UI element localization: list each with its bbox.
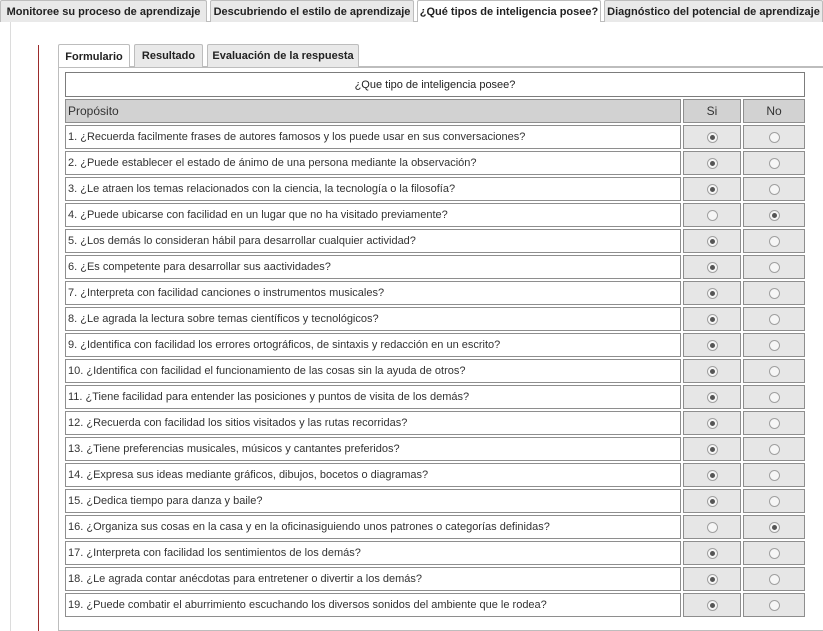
radio-si[interactable] [707, 340, 718, 351]
header-proposito: Propósito [65, 99, 681, 123]
radio-no[interactable] [769, 236, 780, 247]
answer-si-cell [683, 567, 741, 591]
answer-no-cell [743, 463, 805, 487]
answer-no-cell [743, 593, 805, 617]
tab-formulario[interactable]: Formulario [58, 44, 130, 68]
tab-resultado[interactable]: Resultado [134, 44, 203, 67]
radio-no[interactable] [769, 340, 780, 351]
radio-no[interactable] [769, 366, 780, 377]
answer-no-cell [743, 255, 805, 279]
answer-no-cell [743, 541, 805, 565]
radio-no[interactable] [769, 470, 780, 481]
question-text: 17. ¿Interpreta con facilidad los sentimientos de los demás? [65, 541, 681, 565]
radio-no[interactable] [769, 262, 780, 273]
answer-si-cell [683, 359, 741, 383]
question-text: 9. ¿Identifica con facilidad los errores ortográficos, de sintaxis y redacción en un escrito? [65, 333, 681, 357]
top-tab-bar [0, 0, 823, 22]
radio-si[interactable] [707, 496, 718, 507]
tab-diagnostico[interactable]: Diagnóstico del potencial de aprendizaje [604, 0, 823, 22]
answer-no-cell [743, 307, 805, 331]
header-si: Si [683, 99, 741, 123]
answer-si-cell [683, 463, 741, 487]
answer-no-cell [743, 385, 805, 409]
answer-no-cell [743, 333, 805, 357]
radio-no[interactable] [769, 522, 780, 533]
answer-no-cell [743, 203, 805, 227]
answer-si-cell [683, 333, 741, 357]
tab-descubriendo[interactable]: Descubriendo el estilo de aprendizaje [210, 0, 414, 22]
radio-si[interactable] [707, 548, 718, 559]
answer-si-cell [683, 177, 741, 201]
table-caption: ¿Que tipo de inteligencia posee? [65, 72, 805, 97]
radio-si[interactable] [707, 418, 718, 429]
answer-si-cell [683, 307, 741, 331]
answer-no-cell [743, 125, 805, 149]
question-text: 19. ¿Puede combatir el aburrimiento escuchando los diversos sonidos del ambiente que le rodea? [65, 593, 681, 617]
question-text: 5. ¿Los demás lo consideran hábil para desarrollar cualquier actividad? [65, 229, 681, 253]
radio-no[interactable] [769, 314, 780, 325]
answer-si-cell [683, 151, 741, 175]
radio-si[interactable] [707, 522, 718, 533]
question-text: 16. ¿Organiza sus cosas en la casa y en la oficinasiguiendo unos patrones o categorías definidas? [65, 515, 681, 539]
radio-no[interactable] [769, 496, 780, 507]
radio-si[interactable] [707, 158, 718, 169]
question-text: 1. ¿Recuerda facilmente frases de autores famosos y los puede usar en sus conversaciones? [65, 125, 681, 149]
answer-si-cell [683, 593, 741, 617]
answer-no-cell [743, 281, 805, 305]
question-text: 8. ¿Le agrada la lectura sobre temas científicos y tecnológicos? [65, 307, 681, 331]
radio-no[interactable] [769, 444, 780, 455]
radio-si[interactable] [707, 210, 718, 221]
question-text: 13. ¿Tiene preferencias musicales, músicos y cantantes preferidos? [65, 437, 681, 461]
answer-no-cell [743, 359, 805, 383]
answer-si-cell [683, 515, 741, 539]
answer-si-cell [683, 489, 741, 513]
answer-si-cell [683, 203, 741, 227]
answer-no-cell [743, 151, 805, 175]
radio-si[interactable] [707, 600, 718, 611]
answer-no-cell [743, 229, 805, 253]
answer-si-cell [683, 255, 741, 279]
question-text: 15. ¿Dedica tiempo para danza y baile? [65, 489, 681, 513]
answer-si-cell [683, 541, 741, 565]
answer-no-cell [743, 515, 805, 539]
radio-si[interactable] [707, 314, 718, 325]
radio-no[interactable] [769, 600, 780, 611]
radio-no[interactable] [769, 184, 780, 195]
question-text: 7. ¿Interpreta con facilidad canciones o instrumentos musicales? [65, 281, 681, 305]
answer-no-cell [743, 567, 805, 591]
radio-si[interactable] [707, 444, 718, 455]
question-text: 14. ¿Expresa sus ideas mediante gráficos, dibujos, bocetos o diagramas? [65, 463, 681, 487]
answer-si-cell [683, 385, 741, 409]
radio-si[interactable] [707, 392, 718, 403]
question-text: 12. ¿Recuerda con facilidad los sitios visitados y las rutas recorridas? [65, 411, 681, 435]
radio-si[interactable] [707, 366, 718, 377]
radio-no[interactable] [769, 132, 780, 143]
question-text: 11. ¿Tiene facilidad para entender las posiciones y puntos de visita de los demás? [65, 385, 681, 409]
answer-no-cell [743, 489, 805, 513]
radio-si[interactable] [707, 184, 718, 195]
answer-no-cell [743, 437, 805, 461]
tab-evaluacion[interactable]: Evaluación de la respuesta [207, 44, 359, 67]
radio-no[interactable] [769, 548, 780, 559]
inner-tab-bar [58, 44, 823, 67]
radio-si[interactable] [707, 262, 718, 273]
answer-no-cell [743, 411, 805, 435]
radio-si[interactable] [707, 574, 718, 585]
radio-no[interactable] [769, 392, 780, 403]
question-text: 6. ¿Es competente para desarrollar sus aactividades? [65, 255, 681, 279]
answer-si-cell [683, 411, 741, 435]
radio-si[interactable] [707, 132, 718, 143]
radio-no[interactable] [769, 158, 780, 169]
header-no: No [743, 99, 805, 123]
radio-si[interactable] [707, 470, 718, 481]
answer-si-cell [683, 229, 741, 253]
radio-no[interactable] [769, 288, 780, 299]
question-text: 2. ¿Puede establecer el estado de ánimo de una persona mediante la observación? [65, 151, 681, 175]
tab-monitoree[interactable]: Monitoree su proceso de aprendizaje [0, 0, 207, 22]
question-text: 4. ¿Puede ubicarse con facilidad en un lugar que no ha visitado previamente? [65, 203, 681, 227]
answer-si-cell [683, 281, 741, 305]
radio-no[interactable] [769, 418, 780, 429]
left-accent-rule [38, 45, 39, 631]
tab-tipos-inteligencia[interactable]: ¿Qué tipos de inteligencia posee? [417, 0, 601, 23]
question-text: 10. ¿Identifica con facilidad el funcionamiento de las cosas sin la ayuda de otros? [65, 359, 681, 383]
answer-si-cell [683, 437, 741, 461]
radio-si[interactable] [707, 288, 718, 299]
answer-si-cell [683, 125, 741, 149]
answer-no-cell [743, 177, 805, 201]
question-text: 3. ¿Le atraen los temas relacionados con la ciencia, la tecnología o la filosofía? [65, 177, 681, 201]
radio-si[interactable] [707, 236, 718, 247]
question-text: 18. ¿Le agrada contar anécdotas para entretener o divertir a los demás? [65, 567, 681, 591]
radio-no[interactable] [769, 574, 780, 585]
radio-no[interactable] [769, 210, 780, 221]
